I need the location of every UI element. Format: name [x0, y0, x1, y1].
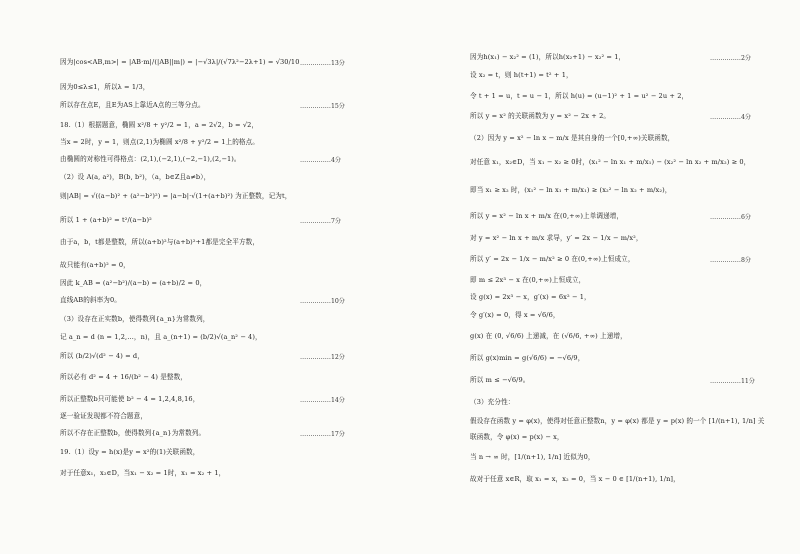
solution-line: （3）充分性： — [470, 398, 515, 406]
solution-line: 所以不存在正整数b，使得数列{a_n}为常数列。 — [60, 429, 206, 437]
solution-line: 设 x₂ = t，则 h(t+1) = t² + 1， — [470, 71, 573, 79]
solution-line: 当x = 2时，y = 1，则点(2,1)为椭圆 x²/8 + y²/2 = 1上的格点。 — [60, 138, 259, 146]
score-mark: ……………8分 — [710, 257, 752, 264]
solution-line: 令 g′(x) = 0，得 x = √6/6， — [470, 311, 560, 319]
score-mark: ……………14分 — [300, 397, 345, 404]
solution-line: 设 g(x) = 2x³ − x，g′(x) = 6x² − 1， — [470, 293, 591, 301]
score-mark: ……………13分 — [300, 60, 345, 67]
solution-line: 对任意 x₁，x₂∈D，当 x₁ − x₂ ≥ 0时，(x₁² − ln x₁ + m/x₁) − (x₂² − ln x₂ + m/x₂) ≥ 0， — [470, 158, 751, 166]
solution-line: 即当 x₁ ≥ x₂ 时，(x₁² − ln x₁ + m/x₁) ≥ (x₂² − ln x₂ + m/x₂)， — [470, 186, 672, 194]
score-mark: ……………4分 — [710, 114, 752, 121]
solution-line: 记 a_n = d (n = 1,2,…，n)，且 a_(n+1) = (b/2)√(a_n² − 4)， — [60, 333, 262, 341]
solution-line: 所以 m ≤ −√6/9。 — [470, 376, 530, 384]
score-mark: ……………7分 — [300, 218, 342, 225]
solution-line: 直线AB的斜率为0。 — [60, 296, 121, 304]
solution-line: 即 m ≤ 2x³ − x 在(0,+∞)上恒成立， — [470, 276, 586, 284]
solution-line: 由椭圆的对称性可得格点：(2,1),(−2,1),(−2,−1),(2,−1)。 — [60, 155, 241, 163]
solution-line: 故只能有(a+b)² = 0， — [60, 261, 130, 269]
solution-line: 18.（1）根据题意，椭圆 x²/8 + y²/2 = 1，a = 2√2，b = √2， — [60, 121, 259, 129]
solution-line: 所以正整数b只可能使 b² − 4 = 1,2,4,8,16， — [60, 395, 200, 403]
solution-line: 故对于任意 x∈R，取 x₁ = x，x₂ = 0，当 x − 0 ∈ [1/(n+1), 1/n]， — [470, 475, 680, 483]
score-mark: ……………11分 — [710, 378, 755, 385]
solution-line: 对于任意x₁，x₂∈D，当x₁ − x₂ = 1时，x₁ = x₂ + 1， — [60, 469, 226, 477]
solution-line: 则|AB| = √((a−b)² + (a²−b²)²) = |a−b|·√(1+(a+b)²) 为正整数，记为t， — [60, 192, 292, 200]
solution-line: 所以 y = x² − ln x + m/x 在(0,+∞)上单调递增， — [470, 212, 624, 220]
solution-line: 逐一验证发现都不符合题意， — [60, 412, 148, 420]
solution-line: 所以 1 + (a+b)² = t²/(a−b)² — [60, 216, 152, 224]
solution-line: 所以必有 d² = 4 + 16/(b² − 4) 是整数， — [60, 373, 187, 381]
solution-line: 令 t + 1 = u，t = u − 1，所以 h(u) = (u−1)² + 1 = u² − 2u + 2， — [470, 92, 689, 100]
solution-line: 因为|cos<AB,m>| = |AB·m|/(|AB||m|) = |−√3λ|/(√7λ²−2λ+1) = √30/10 — [60, 58, 300, 66]
solution-line: 所以 (b/2)√(d² − 4) = d， — [60, 352, 144, 360]
right-column — [470, 0, 800, 554]
solution-line: 由于a，b，t都是整数，所以(a+b)²与(a+b)²+1都是完全平方数， — [60, 238, 260, 246]
solution-line: 所以 g(x)min = g(√6/6) = −√6/9， — [470, 354, 585, 362]
solution-line: 所以 y = x² 的关联函数为 y = x² − 2x + 2。 — [470, 112, 611, 120]
solution-line: （2）设 A(a, a²)，B(b, b²)，（a，b∈Z且a≠b）， — [60, 173, 211, 181]
left-column — [60, 0, 410, 554]
solution-line: 联函数，令 φ(x) = p(x) − x， — [470, 433, 564, 441]
solution-line: 所以 y′ = 2x − 1/x − m/x² ≥ 0 在(0,+∞)上恒成立， — [470, 255, 635, 263]
score-mark: ……………4分 — [300, 157, 342, 164]
solution-line: （3）设存在正实数b，使得数列{a_n}为常数列， — [60, 315, 210, 323]
solution-line: 因为0≤λ≤1，所以λ = 1/3， — [60, 83, 150, 91]
score-mark: ……………17分 — [300, 431, 345, 438]
score-mark: ……………2分 — [710, 55, 752, 62]
solution-line: 因此 k_AB = (a²−b²)/(a−b) = (a+b)/2 = 0， — [60, 279, 207, 287]
solution-line: 所以存在点E，且E为AS上靠近A点的三等分点。 — [60, 101, 205, 109]
solution-line: （2）因为 y = x² − ln x − m/x 是其自身的一个[0,+∞)关联函数， — [470, 134, 675, 142]
score-mark: ……………6分 — [710, 214, 752, 221]
solution-line: 对 y = x² − ln x + m/x 求导，y′ = 2x − 1/x − m/x²， — [470, 234, 643, 242]
score-mark: ……………12分 — [300, 354, 345, 361]
solution-line: 假设存在函数 y = φ(x)，使得对任意正整数n，y = φ(x) 都是 y = p(x) 的一个 [1/(n+1), 1/n] 关 — [470, 417, 765, 425]
solution-line: g(x) 在 (0, √6/6) 上递减，在 (√6/6, +∞) 上递增， — [470, 332, 627, 340]
score-mark: ……………15分 — [300, 103, 345, 110]
score-mark: ……………10分 — [300, 298, 345, 305]
solution-line: 19.（1）设y = h(x)是y = x²的(1)关联函数， — [60, 448, 200, 456]
solution-line: 因为h(x₁) − x₂² = (1)，所以h(x₂+1) − x₂² = 1， — [470, 53, 626, 61]
solution-line: 当 n → ∞ 时，[1/(n+1), 1/n] 近似为0， — [470, 453, 595, 461]
